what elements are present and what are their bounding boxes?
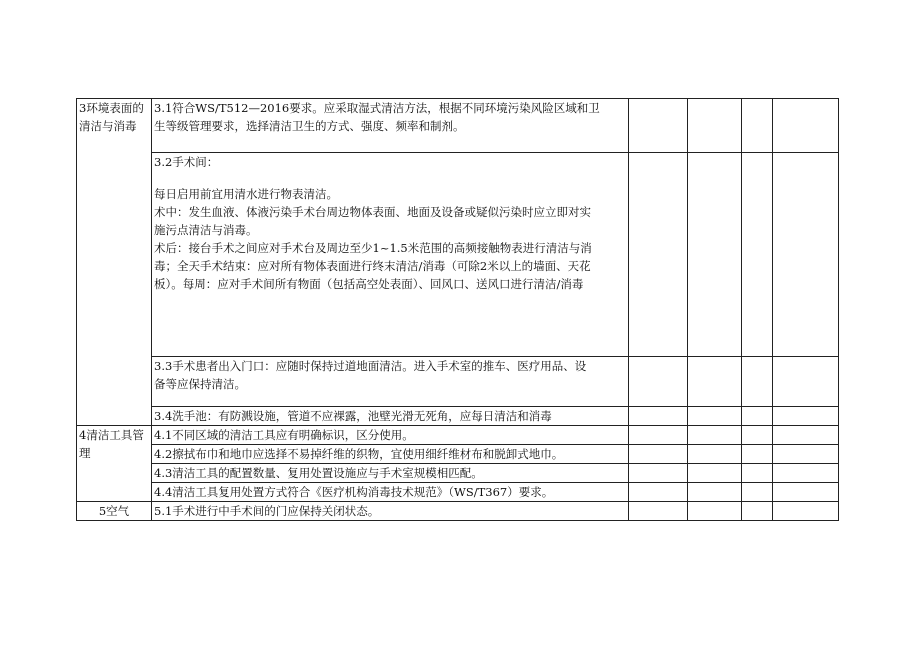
table-row <box>77 153 839 357</box>
check-cell[interactable] <box>629 464 688 483</box>
requirement-cell <box>152 502 629 521</box>
table-row <box>77 464 839 483</box>
check-cell[interactable] <box>773 445 839 464</box>
requirement-cell <box>152 426 629 445</box>
check-cell[interactable] <box>742 99 773 153</box>
check-cell[interactable] <box>773 464 839 483</box>
requirement-cell <box>152 99 629 153</box>
category-label: 5空气 <box>98 504 130 518</box>
requirement-line: 4.2擦拭布巾和地巾应选择不易掉纤维的织物，宜使用细纤维材布和脱卸式地巾。 <box>154 447 564 461</box>
requirement-line: 5.1手术进行中手术间的门应保持关闭状态。 <box>154 504 380 518</box>
check-cell[interactable] <box>773 502 839 521</box>
requirement-line: 3.3手术患者出入门口：应随时保持过道地面清洁。进入手术室的推车、医疗用品、设 <box>154 359 587 373</box>
category-cell <box>77 502 152 521</box>
category-label: 4清洁工具管理 <box>79 428 144 460</box>
check-cell[interactable] <box>629 426 688 445</box>
check-cell[interactable] <box>742 153 773 357</box>
check-cell[interactable] <box>688 464 742 483</box>
table-row <box>77 445 839 464</box>
check-cell[interactable] <box>629 357 688 407</box>
check-cell[interactable] <box>629 153 688 357</box>
check-cell[interactable] <box>742 483 773 502</box>
requirement-line: 施污点清洁与消毒。 <box>154 223 258 237</box>
check-cell[interactable] <box>629 445 688 464</box>
requirement-line: 3.2手术间： <box>154 155 219 169</box>
check-cell[interactable] <box>629 502 688 521</box>
check-cell[interactable] <box>688 502 742 521</box>
check-cell[interactable] <box>629 407 688 426</box>
category-cell <box>77 99 152 426</box>
check-cell[interactable] <box>688 407 742 426</box>
check-cell[interactable] <box>629 483 688 502</box>
requirement-line: 4.1不同区域的清洁工具应有明确标识，区分使用。 <box>154 428 414 442</box>
table-row <box>77 407 839 426</box>
check-cell[interactable] <box>742 426 773 445</box>
requirement-line: 备等应保持清洁。 <box>154 377 246 391</box>
check-cell[interactable] <box>688 426 742 445</box>
category-cell <box>77 426 152 502</box>
inspection-table <box>76 98 839 521</box>
requirement-line: 术中：发生血液、体液污染手术台周边物体表面、地面及设备或疑似污染时应立即对实 <box>154 205 591 219</box>
check-cell[interactable] <box>742 407 773 426</box>
check-cell[interactable] <box>629 99 688 153</box>
check-cell[interactable] <box>742 464 773 483</box>
requirement-line: 4.3清洁工具的配置数量、复用处置设施应与手术室规模相匹配。 <box>154 466 483 480</box>
check-cell[interactable] <box>688 99 742 153</box>
check-cell[interactable] <box>773 483 839 502</box>
requirement-line: 4.4清洁工具复用处置方式符合《医疗机构消毒技术规范》（WS/T367）要求。 <box>154 485 554 499</box>
requirement-cell <box>152 464 629 483</box>
check-cell[interactable] <box>688 357 742 407</box>
table-row <box>77 357 839 407</box>
requirement-line: 生等级管理要求，选择清洁卫生的方式、强度、频率和制剂。 <box>154 119 465 133</box>
check-cell[interactable] <box>773 407 839 426</box>
check-cell[interactable] <box>688 445 742 464</box>
check-cell[interactable] <box>742 502 773 521</box>
requirement-line: 3.4洗手池：有防溅设施，管道不应裸露，池壁光滑无死角，应每日清洁和消毒 <box>154 409 552 423</box>
check-cell[interactable] <box>688 153 742 357</box>
check-cell[interactable] <box>773 426 839 445</box>
requirement-line: 毒；全天手术结束：应对所有物体表面进行终末清洁/消毒（可除2米以上的墙面、天花 <box>154 259 591 273</box>
requirement-cell <box>152 357 629 407</box>
requirement-line: 板）。每周：应对手术间所有物面（包括高空处表面）、回风口、送风口进行清洁/消毒 <box>154 277 584 291</box>
requirement-cell <box>152 407 629 426</box>
requirement-cell <box>152 483 629 502</box>
category-label: 3环境表面的清洁与消毒 <box>79 101 144 133</box>
table-row <box>77 483 839 502</box>
check-cell[interactable] <box>742 357 773 407</box>
check-cell[interactable] <box>742 445 773 464</box>
requirement-line: 每日启用前宜用清水进行物表清洁。 <box>154 187 338 201</box>
check-cell[interactable] <box>773 357 839 407</box>
requirement-cell <box>152 445 629 464</box>
table-row <box>77 99 839 153</box>
check-cell[interactable] <box>773 153 839 357</box>
check-cell[interactable] <box>773 99 839 153</box>
table-row <box>77 426 839 445</box>
requirement-line: 术后：接台手术之间应对手术台及周边至少1~1.5米范围的高频接触物表进行清洁与消 <box>154 241 592 255</box>
requirement-cell <box>152 153 629 357</box>
check-cell[interactable] <box>688 483 742 502</box>
table-row <box>77 502 839 521</box>
requirement-line: 3.1符合WS/T512—2016要求。应采取湿式清洁方法，根据不同环境污染风险区域和卫 <box>154 101 600 115</box>
